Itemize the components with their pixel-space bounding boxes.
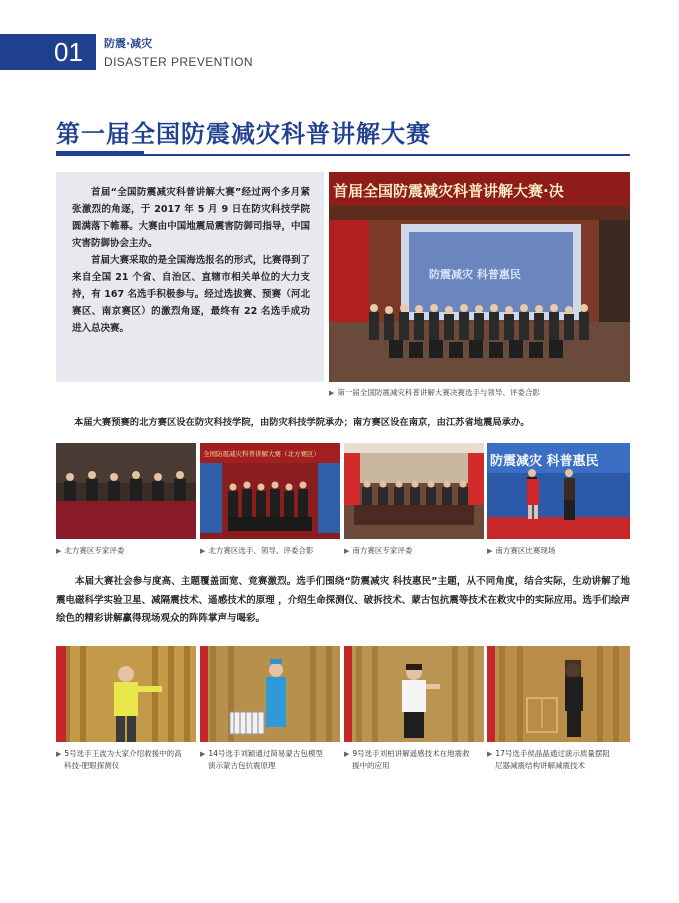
contestant-photo-4-caption: ▶ 17号选手侯晶晶通过演示质量摆阻 尼器减震结构讲解减震技术 <box>487 749 610 770</box>
section-title: 防震·减灾 <box>104 37 153 50</box>
contestant-photo-3 <box>344 646 484 742</box>
caption-arrow-icon: ▶ <box>200 547 206 555</box>
main-photo-banner: 首届全国防震减灾科普讲解大赛·决 <box>333 182 564 200</box>
regional-photo-4-screen: 防震减灾 科普惠民 <box>490 454 599 469</box>
caption-arrow-icon: ▶ <box>344 547 350 555</box>
contestant-photo-1 <box>56 646 196 742</box>
title-divider-accent <box>56 151 144 156</box>
regional-paragraph: 本届大赛预赛的北方赛区设在防灾科技学院，由防灾科技学院承办；南方赛区设在南京，由江苏省地震局承办。 <box>74 417 530 428</box>
caption-arrow-icon: ▶ <box>487 750 493 758</box>
regional-photo-4-caption: ▶ 南方赛区比赛现场 <box>487 546 556 555</box>
caption-arrow-icon: ▶ <box>329 389 335 397</box>
regional-photo-3-caption: ▶ 南方赛区专家评委 <box>344 546 413 555</box>
contestant-photo-1-caption: ▶ 5号选手王波为大家介绍救援中的高 科技-肥眼探测仪 <box>56 749 182 770</box>
intro-paragraph-1: 首届“全国防震减灾科普讲解大赛”经过两个多月紧张激烈的角逐，于 2017 年 5 月 9 日在防灾科技学院圆满落下帷幕。大赛由中国地震局震害防御司指导，中国灾害防御协会主办。 <box>72 187 310 249</box>
caption-arrow-icon: ▶ <box>56 750 62 758</box>
regional-photo-3 <box>344 443 484 539</box>
regional-photo-2-caption: ▶ 北方赛区选手、领导、评委合影 <box>200 546 314 555</box>
main-photo-caption: ▶ 第一届全国防震减灾科普讲解大赛决赛选手与领导、评委合影 <box>329 388 540 397</box>
regional-photo-2 <box>200 443 340 539</box>
article-title: 第一届全国防震减灾科普讲解大赛 <box>56 120 431 148</box>
contestants-paragraph: 本届大赛社会参与度高、主题覆盖面宽、竞赛激烈。选手们围绕“防震减灾 科技惠民”主题，从不同角度，结合实际，生动讲解了地震电磁科学实验卫星、减隔震技术、遥感技术的原理 ，介绍生命探测仪、破拆技术、蒙古包抗震等技术在救灾中的实际应用。选手们绘声绘色的精彩讲解赢得现场观众的阵阵掌声与喝彩。 <box>56 576 630 624</box>
contestant-photo-2-caption: ▶ 14号选手刘颖通过简易蒙古包模型 演示蒙古包抗震原理 <box>200 749 323 770</box>
caption-arrow-icon: ▶ <box>56 547 62 555</box>
section-number: 01 <box>54 37 83 67</box>
caption-arrow-icon: ▶ <box>487 547 493 555</box>
regional-photo-1-caption: ▶ 北方赛区专家评委 <box>56 546 125 555</box>
intro-box <box>56 172 324 382</box>
main-photo-screen: 防震减灾 科普惠民 <box>429 268 521 281</box>
regional-photo-4 <box>487 443 630 539</box>
caption-arrow-icon: ▶ <box>344 750 350 758</box>
contestant-photo-2 <box>200 646 340 742</box>
section-subtitle: DISASTER PREVENTION <box>104 55 253 69</box>
contestant-photo-3-caption: ▶ 9号选手刘柏讲解遥感技术在地震救 援中的应用 <box>344 749 470 770</box>
regional-photo-1 <box>56 443 196 539</box>
contestant-photo-4 <box>487 646 630 742</box>
regional-photo-2-banner: 全国防震减灾科普讲解大赛（北方赛区） <box>203 450 320 458</box>
intro-paragraph-2: 首届大赛采取的是全国海选报名的形式，比赛得到了来自全国 21 个省、自治区、直辖市相关单位的大力支持，有 167 名选手积极参与。经过选拔赛、预赛（河北赛区、南京赛区）的激烈角逐，最终有 22 名选手成功进入总决赛。 <box>72 255 310 334</box>
caption-arrow-icon: ▶ <box>200 750 206 758</box>
main-group-photo <box>329 172 630 382</box>
